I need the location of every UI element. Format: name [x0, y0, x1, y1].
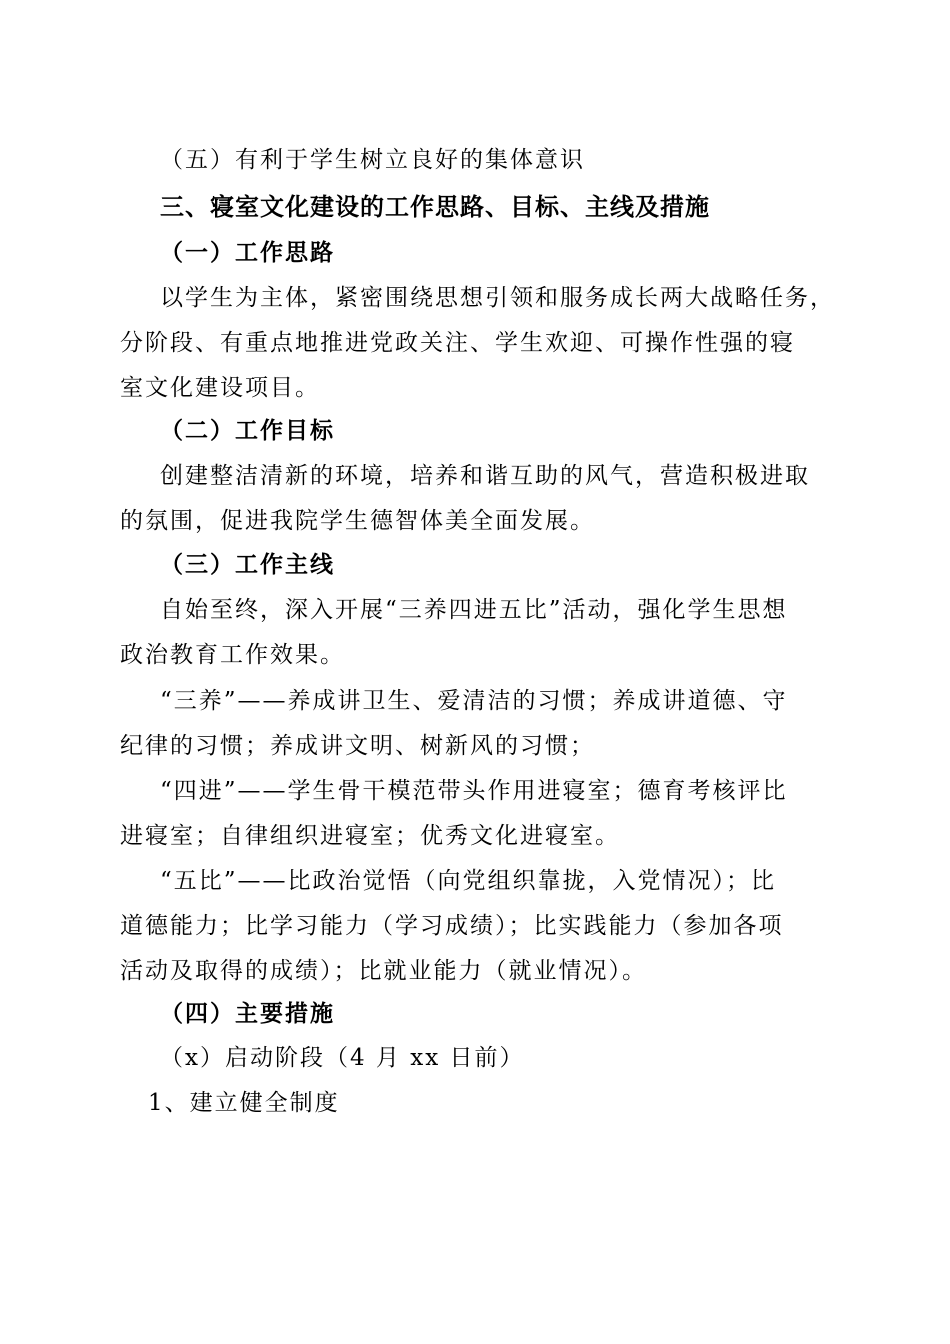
paragraph-line: 以学生为主体，紧密围绕思想引领和服务成长两大战略任务，: [160, 285, 835, 311]
paragraph-line: “五比”——比政治觉悟（向党组织靠拢，入党情况）；比: [160, 868, 777, 894]
paragraph-line: 创建整洁清新的环境，培养和谐互助的风气，营造积极进取: [160, 463, 810, 489]
subheading-work-goal: （二）工作目标: [160, 417, 335, 444]
paragraph-line: 活动及取得的成绩）；比就业能力（就业情况）。: [120, 958, 647, 984]
subheading-work-approach: （一）工作思路: [160, 239, 335, 266]
list-item-1: 1、建立健全制度: [148, 1090, 340, 1116]
subheading-work-mainline: （三）工作主线: [160, 551, 335, 578]
paragraph-line: 自始至终，深入开展“三养四进五比”活动，强化学生思想: [160, 597, 788, 623]
subheading-main-measures: （四）主要措施: [160, 1000, 335, 1027]
paragraph-line: 政治教育工作效果。: [120, 642, 345, 668]
paragraph-line: 进寝室；自律组织进寝室；优秀文化进寝室。: [120, 823, 620, 849]
paragraph-line: 室文化建设项目。: [120, 375, 320, 401]
paragraph-line: （x）启动阶段（4 月 xx 日前）: [160, 1045, 525, 1071]
paragraph-line: 道德能力；比学习能力（学习成绩）；比实践能力（参加各项: [120, 913, 784, 939]
paragraph-line: 的氛围，促进我院学生德智体美全面发展。: [120, 508, 595, 534]
paragraph-line: “三养”——养成讲卫生、爱清洁的习惯；养成讲道德、守: [160, 688, 788, 714]
subheading-5: （五）有利于学生树立良好的集体意识: [160, 147, 585, 173]
paragraph-line: 纪律的习惯；养成讲文明、树新风的习惯；: [120, 733, 595, 759]
paragraph-line: 分阶段、有重点地推进党政关注、学生欢迎、可操作性强的寝: [120, 330, 795, 356]
section-heading-3: 三、寝室文化建设的工作思路、目标、主线及措施: [160, 193, 710, 221]
paragraph-line: “四进”——学生骨干模范带头作用进寝室；德育考核评比: [160, 778, 788, 804]
